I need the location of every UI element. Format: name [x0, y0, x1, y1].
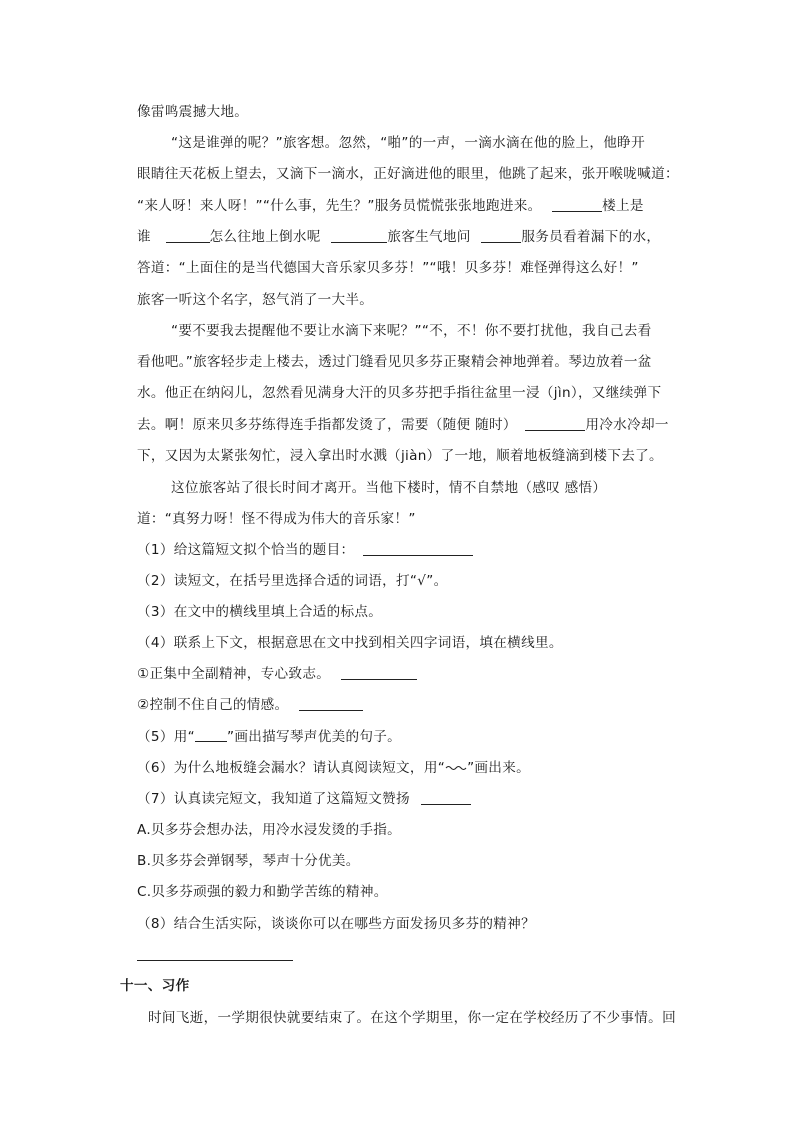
passage-line — [137, 415, 669, 435]
passage-text: 用冷水冷却一 — [585, 417, 669, 433]
question-text: ②控制不住自己的情感。 — [137, 697, 289, 713]
straight-line-mark — [195, 729, 227, 742]
passage-line: 旅客一听这个名字，怒气消了一大半。 — [137, 292, 374, 308]
question-4: （4）联系上下文，根据意思在文中找到相关四字词语，填在横线里。 — [137, 635, 563, 651]
question-6 — [137, 758, 530, 778]
answer-blank[interactable] — [525, 416, 585, 431]
question-text: （5）用“ — [137, 729, 195, 745]
answer-blank[interactable] — [481, 228, 521, 243]
question-3: （3）在文中的横线里填上合适的标点。 — [137, 604, 383, 620]
passage-line: “这是谁弹的呢？”旅客想。忽然，“啪”的一声，一滴水滴在他的脸上，他睁开 — [171, 135, 645, 151]
passage-line: 像雷鸣震撼大地。 — [137, 104, 249, 120]
answer-blank[interactable] — [552, 197, 602, 212]
question-text: ①正集中全副精神，专心致志。 — [137, 666, 331, 682]
passage-line: 道：“真努力呀！怪不得成为伟大的音乐家！” — [137, 511, 416, 527]
question-1 — [137, 540, 473, 560]
question-7 — [137, 789, 471, 809]
passage-text: 谁 — [137, 229, 151, 245]
passage-line: “要不要我去提醒他不要让水滴下来呢？”“不，不！你不要打扰他，我自己去看 — [171, 323, 652, 339]
answer-blank[interactable] — [363, 541, 473, 556]
question-text: ”画出描写琴声优美的句子。 — [226, 729, 402, 745]
wavy-line-icon — [445, 764, 467, 772]
answer-blank[interactable] — [421, 790, 471, 805]
question-text: （6）为什么地板缝会漏水？请认真阅读短文，用“ — [137, 760, 446, 776]
option-c: C.贝多芬顽强的毅力和勤学苦练的精神。 — [137, 884, 388, 900]
question-text: ”画出来。 — [467, 760, 530, 776]
answer-blank[interactable] — [166, 228, 210, 243]
answer-blank[interactable] — [341, 665, 417, 680]
passage-text: 去。啊！原来贝多芬练得连手指都发烫了，需要（随便 随时） — [137, 417, 517, 433]
question-8: （8）结合生活实际，谈谈你可以在哪些方面发扬贝多芬的精神？ — [137, 916, 535, 932]
passage-line: 看他吧。”旅客轻步走上楼去，透过门缝看见贝多芬正聚精会神地弹着。琴边放着一盆 — [137, 354, 652, 370]
option-b: B.贝多芬会弹钢琴，琴声十分优美。 — [137, 853, 360, 869]
answer-blank[interactable] — [299, 696, 363, 711]
section-title: 十一、习作 — [120, 978, 190, 994]
passage-line: 这位旅客站了很长时间才离开。当他下楼时，情不自禁地（感叹 感悟） — [171, 480, 607, 496]
passage-text: 旅客生气地问 — [387, 229, 471, 245]
question-4-1 — [137, 664, 417, 684]
passage-line: 水。他正在纳闷儿，忽然看见满身大汗的贝多芬把手指往盆里一浸（jìn），又继续弹下 — [137, 385, 662, 401]
answer-blank[interactable] — [331, 228, 387, 243]
section-text: 时间飞逝，一学期很快就要结束了。在这个学期里，你一定在学校经历了不少事情。回 — [148, 1010, 676, 1026]
passage-line — [137, 227, 660, 247]
passage-line: 眼睛往天花板上望去，又滴下一滴水，正好滴进他的眼里，他跳了起来，张开喉咙喊道： — [137, 166, 679, 182]
answer-line[interactable] — [137, 960, 293, 961]
passage-line: 答道：“上面住的是当代德国大音乐家贝多芬！”“哦！贝多芬！难怪弹得这么好！” — [137, 260, 639, 276]
passage-line: 下，又因为太紧张匆忙，浸入拿出时水溅（jiàn）了一地，顺着地板缝滴到楼下去了。 — [137, 448, 663, 464]
passage-text: 楼上是 — [602, 198, 644, 214]
passage-text: 服务员看着漏下的水， — [521, 229, 661, 245]
question-2: （2）读短文，在括号里选择合适的词语，打“√”。 — [137, 573, 448, 589]
passage-line — [137, 196, 644, 216]
passage-text: 怎么往地上倒水呢 — [209, 229, 321, 245]
option-a: A.贝多芬会想办法，用冷水浸发烫的手指。 — [137, 822, 402, 838]
question-text: （1）给这篇短文拟个恰当的题目： — [137, 542, 355, 558]
question-5 — [137, 727, 401, 747]
question-4-2 — [137, 695, 363, 715]
passage-text: “来人呀！来人呀！”“什么事，先生？”服务员慌慌张张地跑进来。 — [137, 198, 542, 214]
question-text: （7）认真读完短文，我知道了这篇短文赞扬 — [137, 791, 410, 807]
